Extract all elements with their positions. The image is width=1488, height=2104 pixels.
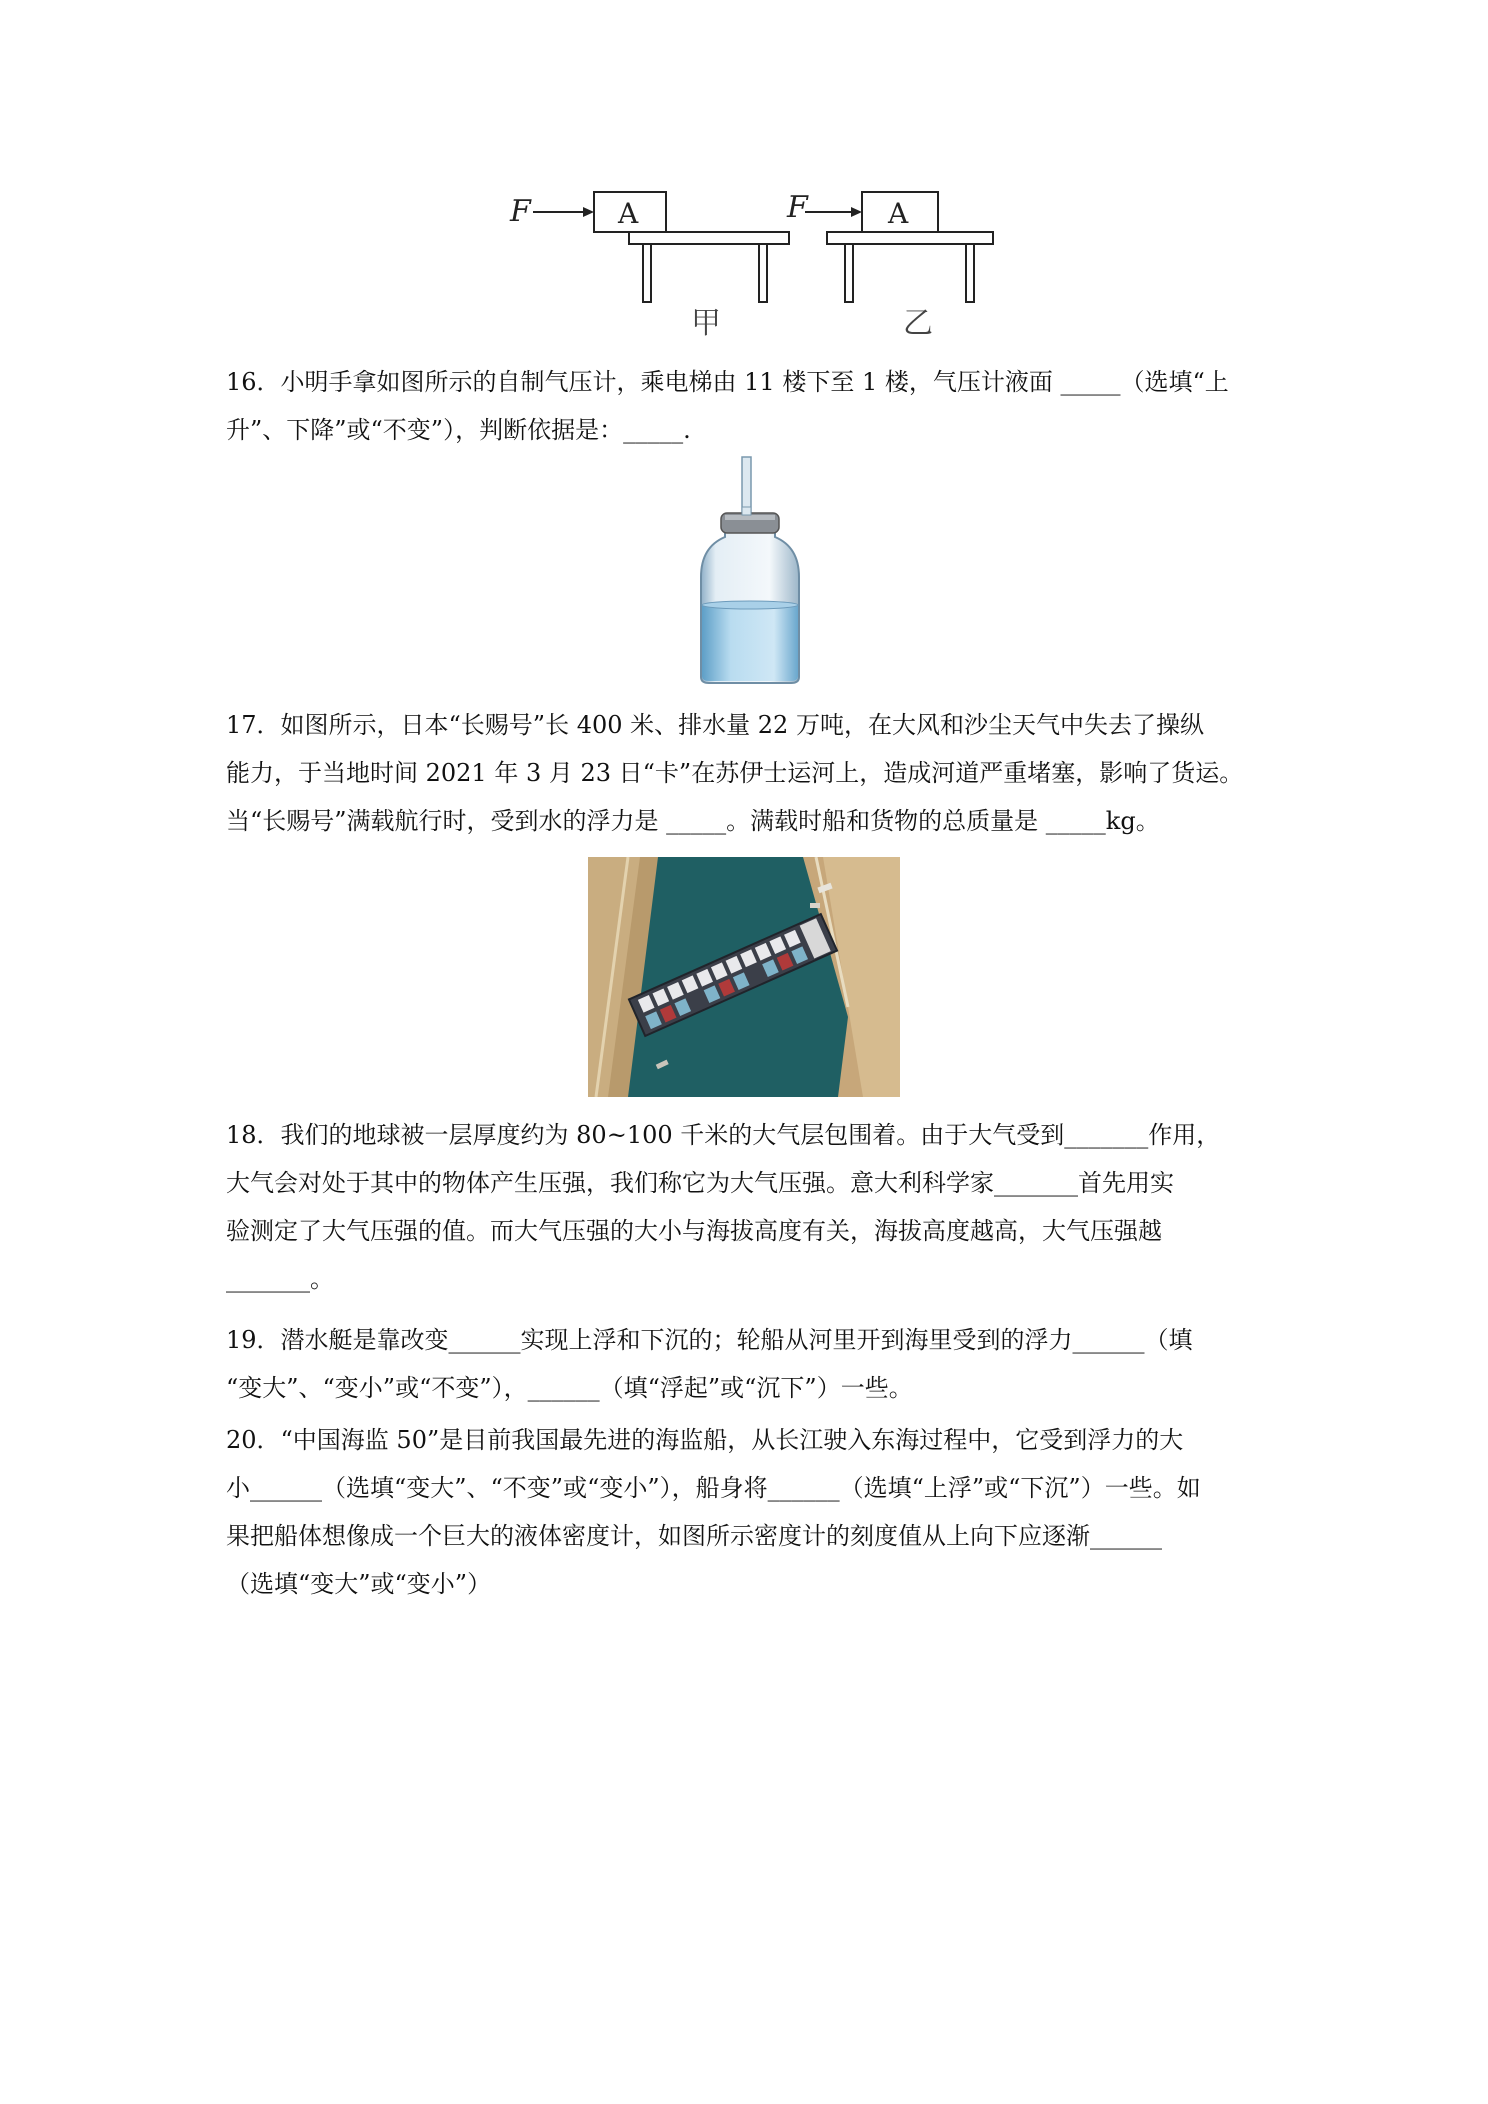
- q20-line-1: 20．“中国海监 50”是目前我国最先进的海监船，从长江驶入东海过程中，它受到浮力的大: [226, 1426, 1184, 1454]
- q16-line-2: 升”、下降”或“不变”），判断依据是：_____.: [226, 416, 691, 444]
- q18-line-2: 大气会对处于其中的物体产生压强，我们称它为大气压强。意大利科学家_______首先用实: [226, 1169, 1174, 1197]
- q19-line-2: “变大”、“变小”或“不变”），______（填“浮起”或“沉下”）一些。: [226, 1374, 913, 1402]
- bottle-water: [702, 605, 798, 681]
- caption-right: 乙: [903, 306, 933, 341]
- question-17: [226, 701, 1276, 845]
- question-16: [226, 358, 1276, 454]
- q20-line-4: （选填“变大”或“变小”）: [226, 1570, 492, 1598]
- barometer-bottle-figure: [695, 455, 805, 685]
- arrow-head-right: [851, 207, 862, 217]
- force-label-right: F: [787, 190, 808, 225]
- q18-line-4: _______。: [226, 1265, 334, 1293]
- block-label-right: A: [888, 197, 909, 230]
- q18-line-3: 验测定了大气压强的值。而大气压强的大小与海拔高度有关，海拔高度越高，大气压强越: [226, 1217, 1162, 1245]
- ship-canal-photo: [588, 857, 900, 1097]
- question-18: [226, 1111, 1276, 1303]
- tables-figure: [505, 188, 1005, 348]
- q19-line-1: 19．潜水艇是靠改变______实现上浮和下沉的；轮船从河里开到海里受到的浮力______（填: [226, 1326, 1193, 1354]
- table-leg-left-1: [643, 244, 651, 302]
- table-top-left: [629, 232, 789, 244]
- caption-left: 甲: [691, 306, 721, 341]
- block-label-left: A: [618, 197, 639, 230]
- q20-line-2: 小______（选填“变大”、“不变”或“变小”），船身将______（选填“上浮”或“下沉”）一些。如: [226, 1474, 1201, 1502]
- q17-line-1: 17．如图所示，日本“长赐号”长 400 米、排水量 22 万吨，在大风和沙尘天气中失去了操纵: [226, 711, 1204, 739]
- arrow-head-left: [583, 207, 594, 217]
- q20-line-3: 果把船体想像成一个巨大的液体密度计，如图所示密度计的刻度值从上向下应逐渐______: [226, 1522, 1162, 1550]
- table-leg-left-2: [759, 244, 767, 302]
- q16-line-1: 16．小明手拿如图所示的自制气压计，乘电梯由 11 楼下至 1 楼，气压计液面 _____（选填“上: [226, 368, 1229, 396]
- question-20: [226, 1416, 1276, 1608]
- table-top-right: [827, 232, 993, 244]
- table-leg-right-2: [966, 244, 974, 302]
- q17-line-2: 能力，于当地时间 2021 年 3 月 23 日“卡”在苏伊士运河上，造成河道严重堵塞，影响了货运。: [226, 759, 1244, 787]
- force-label-left: F: [510, 194, 531, 229]
- question-19: [226, 1316, 1276, 1412]
- table-leg-right-1: [845, 244, 853, 302]
- q17-line-3: 当“长赐号”满载航行时，受到水的浮力是 _____。满载时船和货物的总质量是 _____kg。: [226, 807, 1160, 835]
- q18-line-1: 18．我们的地球被一层厚度约为 80~100 千米的大气层包围着。由于大气受到_______作用，: [226, 1121, 1221, 1149]
